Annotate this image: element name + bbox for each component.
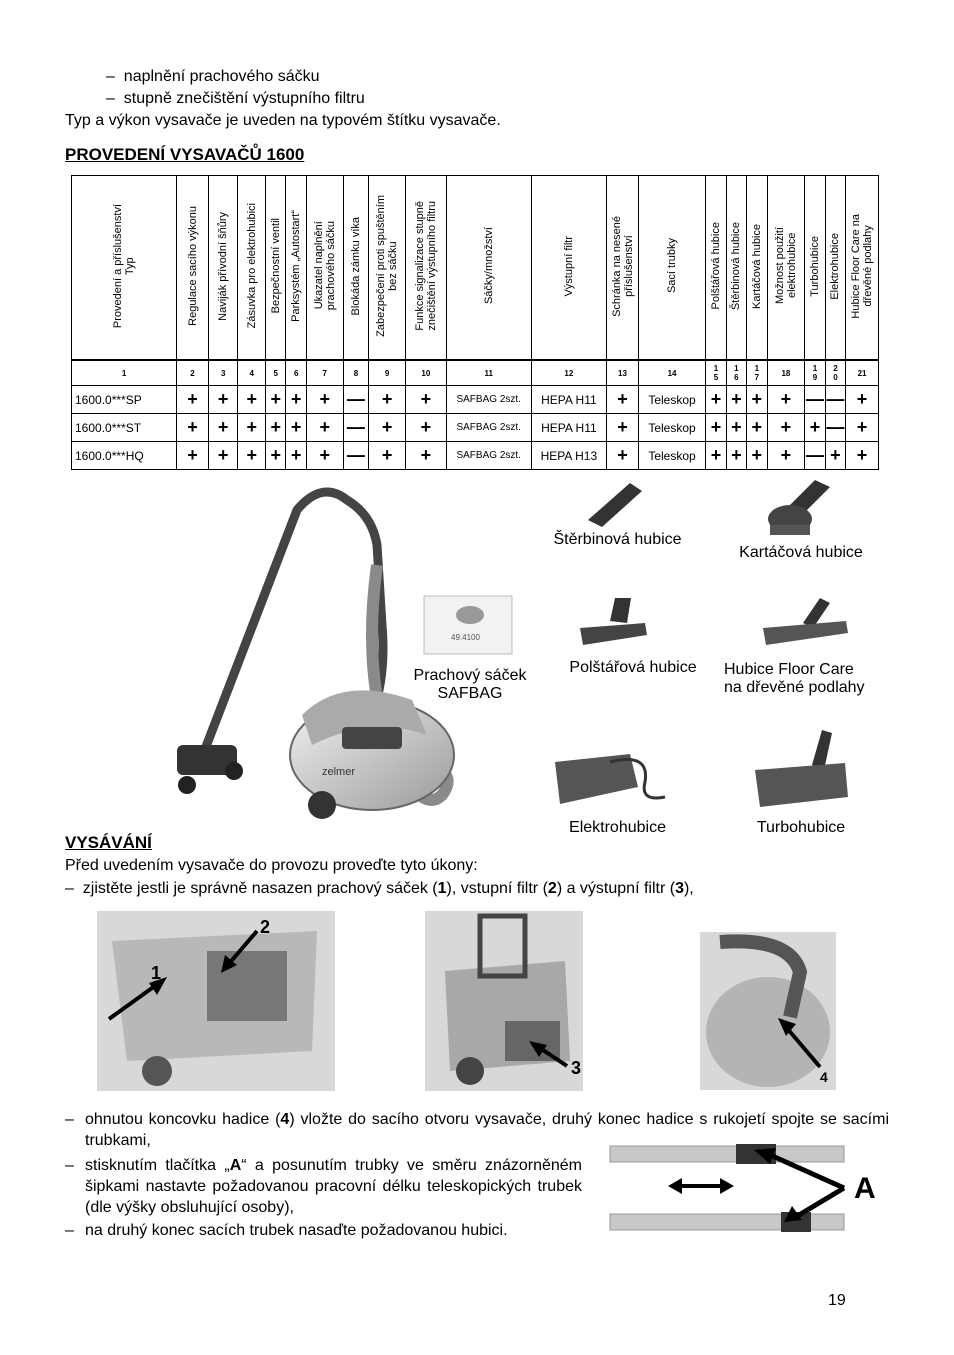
table-cell: Teleskop [638,414,705,442]
header-label: Sací trubky [666,238,679,294]
table-header-cell [726,176,746,361]
step-ref: 4 [280,1111,290,1128]
photo-exhaust-filter [425,911,583,1091]
header-label: Výstupní filtr [562,235,575,297]
table-header-cell [607,176,639,361]
intro-bullet-1 [106,66,320,87]
table-cell: + [369,386,406,414]
bag-label: 49.4100 [451,633,480,642]
telescopic-tube-image [606,1136,886,1246]
dash: – [65,880,74,897]
table-cell: + [286,442,306,470]
header-label: Naviják přívodní šňůry [217,211,230,321]
photo-bag-and-filter [97,911,335,1091]
bullet-text: naplnění prachového sáčku [123,68,320,85]
table-cell: + [747,386,767,414]
column-number: 4 [238,360,266,386]
header-label: Zabezpečení proti spuštěním bez sáčku [375,195,400,337]
table-header-cell [343,176,369,361]
table-cell: + [306,442,343,470]
column-number: 1 9 [805,360,825,386]
marker-3: 3 [571,1058,582,1078]
header-label: Bezpečnostní ventil [269,218,282,314]
section-title-vysavani: VYSÁVÁNÍ [65,833,152,852]
table-cell: + [208,386,238,414]
step-text: ), vstupní filtr ( [446,880,548,897]
table-cell: + [706,442,726,470]
column-number: 3 [208,360,238,386]
caption-electro: Elektrohubice [569,819,666,836]
intro-line: Typ a výkon vysavače je uveden na typovém štítku vysavače. [65,112,501,129]
table-header-cell [177,176,209,361]
column-number: 1 6 [726,360,746,386]
dash: – [65,1157,74,1174]
table-cell: + [369,442,406,470]
table-cell: + [747,442,767,470]
table-cell: + [846,414,879,442]
dash: – [65,1222,74,1239]
step-4 [65,1220,508,1241]
table-header-cell [767,176,805,361]
table-row [72,442,879,470]
header-label: Schránka na nesené příslušenství [610,215,635,317]
table-cell: + [405,414,446,442]
brush-tool-image [760,477,840,542]
table-cell: + [846,386,879,414]
dash: – [106,68,115,85]
table-cell: HEPA H11 [531,386,607,414]
section-title-provedeni: PROVEDENÍ VYSAVAČŮ 1600 [65,145,305,164]
step-ref: 3 [675,880,684,897]
step-text: ) a výstupní filtr ( [556,880,676,897]
step-text: ), [683,880,694,897]
table-row [72,386,879,414]
table-cell: + [726,414,746,442]
upholstery-tool-image [575,593,655,651]
caption-crevice: Štěrbinová hubice [553,531,682,548]
table-header-cell [825,176,845,361]
table-cell: + [286,386,306,414]
table-cell: + [726,386,746,414]
marker-A: A [854,1172,876,1205]
column-number: 1 5 [706,360,726,386]
table-cell: HEPA H13 [531,442,607,470]
table-cell: + [238,386,266,414]
table-cell: — [825,414,845,442]
table-cell: — [343,414,369,442]
step-ref: 1 [437,880,447,897]
table-cell: + [706,386,726,414]
table-cell: + [306,386,343,414]
table-cell: + [767,442,805,470]
dust-bag-image [418,590,518,658]
header-label: Sáčky/množství [482,227,495,305]
table-cell: HEPA H11 [531,414,607,442]
table-cell: + [607,386,639,414]
table-cell: SAFBAG 2szt. [446,414,531,442]
header-label: Blokáda zámku víka [349,216,362,316]
step-text: stisknutím tlačítka „ [85,1157,230,1174]
table-cell: + [726,442,746,470]
table-header-cell [405,176,446,361]
marker-4: 4 [820,1069,828,1085]
table-cell: + [238,414,266,442]
dash: – [65,1111,74,1128]
table-cell: + [208,414,238,442]
table-cell: + [266,386,286,414]
table-cell: + [706,414,726,442]
header-label: Elektrohubice [829,232,842,300]
step-text: zjistěte jestli je správně nasazen prachový sáček ( [82,880,438,897]
table-header-cell [747,176,767,361]
step-text: ohnutou koncovku hadice ( [85,1111,281,1128]
header-label: Kartáčová hubice [750,223,763,309]
caption-upholstery: Polštářová hubice [569,659,697,676]
caption-floorcare: Hubice Floor Care na dřevěné podlahy [724,661,865,696]
table-cell: + [767,414,805,442]
table-cell: — [805,442,825,470]
page-number: 19 [828,1292,846,1309]
header-label: Parksystém „Autostart“ [290,210,303,322]
column-number: 11 [446,360,531,386]
table-cell: + [369,414,406,442]
caption-turbo: Turbohubice [756,819,846,836]
table-cell: Teleskop [638,442,705,470]
column-number: 18 [767,360,805,386]
column-number: 12 [531,360,607,386]
header-label: Možnost použití elektrohubice [773,227,798,305]
header-label: Regulace sacího výkonu [186,206,199,326]
step-3 [65,1155,582,1218]
step-text: “ a posunutím trubky ve směru znázorněném šipkami nastavte požadovanou pracovní délku teleskopických trubek (dle výšky obsluhující osoby), [85,1157,582,1216]
table-cell: + [266,442,286,470]
step-ref: 2 [547,880,557,897]
table-cell: + [177,386,209,414]
table-cell: + [238,442,266,470]
table-header-cell [638,176,705,361]
table-header-cell [846,176,879,361]
table-cell: + [286,414,306,442]
column-number: 14 [638,360,705,386]
dash: – [106,90,115,107]
column-number: 8 [343,360,369,386]
table-cell: Teleskop [638,386,705,414]
table-cell: SAFBAG 2szt. [446,442,531,470]
header-label: Ukazatel naplnění prachového sáčku [312,221,337,311]
column-number: 9 [369,360,406,386]
header-label: Funkce signalizace stupně znečištění výstupního filtru [413,201,438,331]
column-number: 5 [266,360,286,386]
marker-2: 2 [260,917,271,937]
table-cell: + [405,386,446,414]
table-header-cell [286,176,306,361]
floorcare-tool-image [758,593,853,653]
table-cell: + [208,442,238,470]
table-header-cell [531,176,607,361]
header-label: Provedení a příslušenství Typ [112,203,137,329]
crevice-tool-image [580,475,650,530]
table-cell: + [825,442,845,470]
table-cell: 1600.0***ST [72,414,177,442]
table-cell: — [825,386,845,414]
table-cell: + [607,442,639,470]
column-number: 2 [177,360,209,386]
table-cell: + [177,414,209,442]
step-1 [65,878,694,899]
column-number: 6 [286,360,306,386]
header-label: Hubice Floor Care na dřevěné podlahy [850,213,875,319]
spec-table [71,175,879,470]
table-cell: + [607,414,639,442]
table-header-cell [306,176,343,361]
table-cell: + [747,414,767,442]
table-header-cell [266,176,286,361]
table-cell: + [266,414,286,442]
intro-bullet-2 [106,88,365,109]
table-cell: 1600.0***HQ [72,442,177,470]
step-text: ) vložte do sacího otvoru vysavače, druhý konec hadice s rukojetí spojte se sacími trubkami, [85,1111,889,1149]
column-number: 13 [607,360,639,386]
table-cell: + [306,414,343,442]
table-header-cell [369,176,406,361]
header-label: Štěrbinová hubice [730,221,743,311]
table-cell: — [343,386,369,414]
table-cell: + [767,386,805,414]
header-label: Polštářová hubice [709,222,722,310]
section2-intro: Před uvedením vysavače do provozu proveďte tyto úkony: [65,857,478,874]
table-header-cell [446,176,531,361]
table-cell: 1600.0***SP [72,386,177,414]
step-text: na druhý konec sacích trubek nasaďte požadovanou hubici. [85,1222,508,1239]
column-number: 1 [72,360,177,386]
table-cell: — [805,386,825,414]
caption-brush: Kartáčová hubice [739,544,863,561]
table-cell: + [177,442,209,470]
brand-logo: zelmer [322,766,356,778]
electro-nozzle-image [550,742,670,817]
table-header-cell [805,176,825,361]
step-ref: A [229,1157,242,1174]
table-row [72,414,879,442]
table-header-cell [238,176,266,361]
caption-bag: Prachový sáček SAFBAG [413,667,527,702]
header-label: Turbohubice [808,235,821,297]
table-cell: — [343,442,369,470]
turbo-nozzle-image [750,725,855,815]
table-header-cell [72,176,177,361]
column-number: 1 7 [747,360,767,386]
photo-hose-inlet [700,932,836,1090]
table-cell: + [846,442,879,470]
header-label: Zásuvka pro elektrohubici [245,203,258,329]
table-cell: + [805,414,825,442]
marker-1: 1 [151,963,162,983]
table-header-cell [208,176,238,361]
column-number: 21 [846,360,879,386]
bullet-text: stupně znečištění výstupního filtru [123,90,365,107]
table-cell: + [405,442,446,470]
column-number: 10 [405,360,446,386]
table-header-cell [706,176,726,361]
column-number: 7 [306,360,343,386]
column-number: 2 0 [825,360,845,386]
table-cell: SAFBAG 2szt. [446,386,531,414]
